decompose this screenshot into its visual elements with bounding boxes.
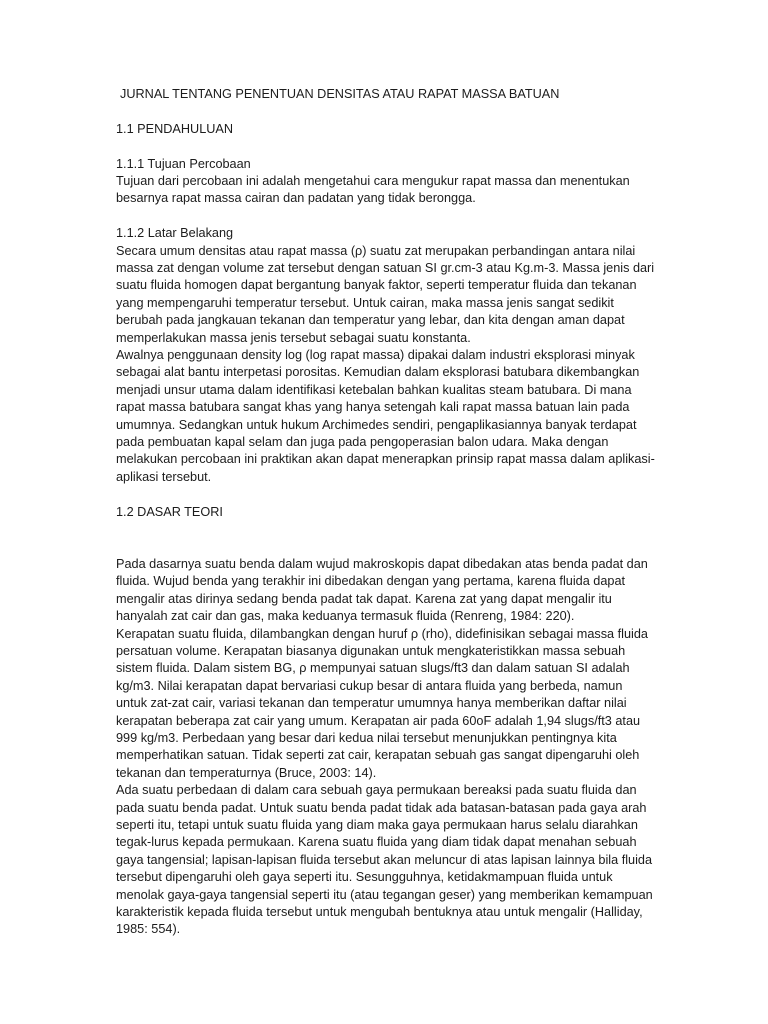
document-page [116, 86, 656, 939]
spacer [116, 138, 656, 155]
spacer [116, 486, 656, 503]
heading-latar-belakang: 1.1.2 Latar Belakang [116, 226, 234, 241]
document-title: JURNAL TENTANG PENENTUAN DENSITAS ATAU RAPAT MASSA BATUAN [120, 87, 560, 101]
paragraph-dasar-teori-1: Pada dasarnya suatu benda dalam wujud makroskopis dapat dibedakan atas benda padat dan fluida. Wujud benda yang terakhir ini dibedakan dengan yang pertama, karena fluida dapat mengalir atas dirinya sedang benda padat tak dapat. Karena zat yang dapat mengalir itu hanyalah zat cair dan gas, maka keduanya termasuk fluida (Renreng, 1984: 220). [116, 556, 648, 624]
heading-dasar-teori: 1.2 DASAR TEORI [116, 504, 223, 519]
spacer [116, 208, 656, 225]
heading-tujuan-percobaan: 1.1.1 Tujuan Percobaan [116, 156, 251, 171]
paragraph-latar-belakang-1: Secara umum densitas atau rapat massa (ρ) suatu zat merupakan perbandingan antara nilai massa zat dengan volume zat tersebut dengan satuan SI gr.cm-3 atau Kg.m-3. Massa jenis dari suatu fluida homogen dapat bergantung banyak faktor, seperti temperatur fluida dan tekanan yang mempengaruhi temperatur tersebut. Untuk cairan, maka massa jenis sangat sedikit berubah pada jangkauan tekanan dan temperatur yang lebar, dan kita dengan aman dapat memperlakukan massa jenis tersebut sebagai suatu konstanta. [116, 243, 655, 345]
paragraph-dasar-teori-2: Kerapatan suatu fluida, dilambangkan dengan huruf ρ (rho), didefinisikan sebagai massa fluida persatuan volume. Kerapatan biasanya digunakan untuk mengkateristikkan massa sebuah sistem fluida. Dalam sistem BG, ρ mempunyai satuan slugs/ft3 dan dalam satuan SI adalah kg/m3. Nilai kerapatan dapat bervariasi cukup besar di antara fluida yang berbeda, namun untuk zat-zat cair, variasi tekanan dan temperatur umumnya hanya memberikan daftar nilai kerapatan beberapa zat cair yang umum. Kerapatan air pada 60oF adalah 1,94 slugs/ft3 atau 999 kg/m3. Perbedaan yang besar dari kedua nilai tersebut menunjukkan pentingnya kita memperhatikan satuan. Tidak seperti zat cair, kerapatan sebuah gas sangat dipengaruhi oleh tekanan dan temperaturnya (Bruce, 2003: 14). [116, 626, 648, 780]
paragraph-tujuan: Tujuan dari percobaan ini adalah mengetahui cara mengukur rapat massa dan menentukan besarnya rapat massa cairan dan padatan yang tidak berongga. [116, 174, 630, 206]
spacer [116, 521, 656, 538]
paragraph-dasar-teori-3: Ada suatu perbedaan di dalam cara sebuah gaya permukaan bereaksi pada suatu fluida dan pada suatu benda padat. Untuk suatu benda padat tidak ada batasan-batasan pada gaya arah seperti itu, tetapi untuk suatu fluida yang diam maka gaya permukaan harus selalu diarahkan tegak-lurus kepada permukaan. Karena suatu fluida yang diam tidak dapat menahan sebuah gaya tangensial; lapisan-lapisan fluida tersebut akan meluncur di atas lapisan lainnya bila fluida tersebut dipengaruhi oleh gaya seperti itu. Sesungguhnya, ketidakmampuan fluida untuk menolak gaya-gaya tangensial seperti itu (atau tegangan geser) yang memberikan kemampuan karakteristik kepada fluida tersebut untuk mengubah bentuknya atau untuk mengalir (Halliday, 1985: 554). [116, 783, 653, 937]
paragraph-latar-belakang-2: Awalnya penggunaan density log (log rapat massa) dipakai dalam industri eksplorasi minyak sebagai alat bantu interpetasi porositas. Kemudian dalam eksplorasi batubara dikembangkan menjadi unsur utama dalam identifikasi ketebalan bahkan kualitas steam batubara. Di mana rapat massa batubara sangat khas yang hanya setengah kali rapat massa batuan lain pada umumnya. Sedangkan untuk hukum Archimedes sendiri, pengaplikasiannya banyak terdapat pada pembuatan kapal selam dan juga pada pengoperasian balon udara. Maka dengan melakukan percobaan ini praktikan akan dapat menerapkan prinsip rapat massa dalam aplikasi-aplikasi tersebut. [116, 348, 655, 484]
heading-pendahuluan: 1.1 PENDAHULUAN [116, 121, 234, 136]
spacer [116, 538, 656, 555]
